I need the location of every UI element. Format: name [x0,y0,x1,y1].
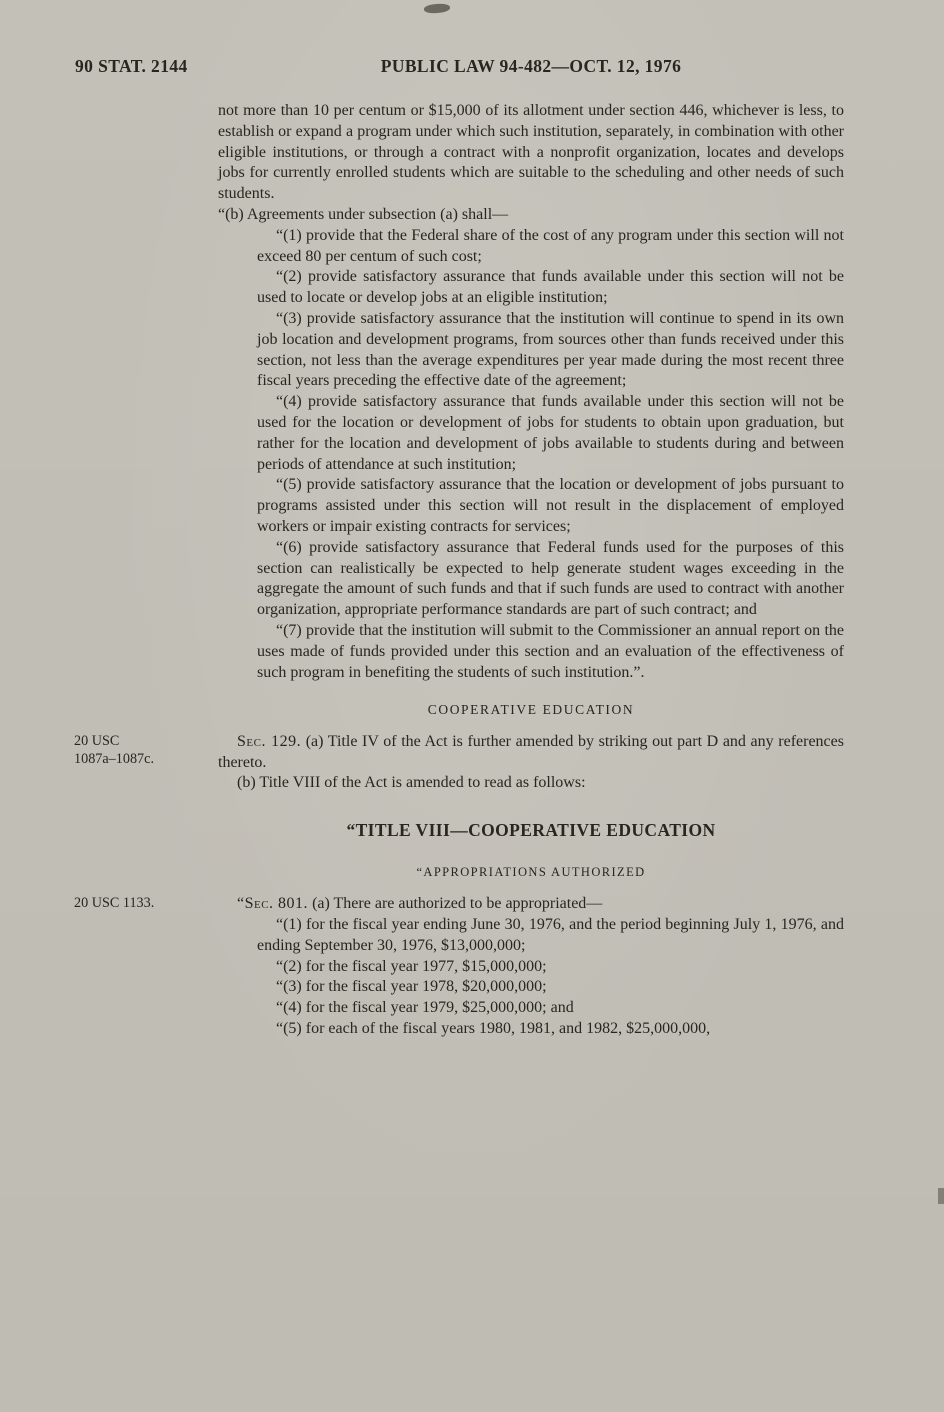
clause-7: “(7) provide that the institution will submit to the Commissioner an annual report on the uses made of funds provided under this section and an evaluation of the effectiveness of such program in benefiting the students of such institution.”. [257,621,844,681]
margin-note-1087-line2: 1087a–1087c. [74,750,154,767]
scan-artifact-right [938,1188,944,1204]
scan-artifact-top [424,3,451,14]
law-title: PUBLIC LAW 94-482—OCT. 12, 1976 [380,56,682,76]
intro-paragraph: not more than 10 per centum or $15,000 of its allotment under section 446, whichever is less, to establish or expand a program under which such institution, separately, in combination with other eligible institutions, or through a contract with a nonprofit organization, locates and develops jobs for currently enrolled students which are suitable to the scheduling and other needs of such students. [218,102,844,203]
sec-129-text: (a) Title IV of the Act is further amended by striking out part D and any references thereto. [218,732,844,771]
sec-801-label: “Sec. 801. [237,895,309,913]
margin-note-1087-line1: 20 USC [74,732,120,749]
margin-note-1133: 20 USC 1133. [74,895,155,912]
appropriation-clause-4: “(4) for the fiscal year 1979, $25,000,000; and [276,999,574,1017]
sec-129-paragraph [218,732,844,774]
appropriation-clause-2: “(2) for the fiscal year 1977, $15,000,000; [276,957,547,975]
sec-129-b-paragraph: (b) Title VIII of the Act is amended to read as follows: [237,774,586,792]
subsection-b-paragraph: “(b) Agreements under subsection (a) shall— [218,205,509,223]
clause-1: “(1) provide that the Federal share of the cost of any program under this section will not exceed 80 per centum of such cost; [257,226,844,265]
appropriation-clause-3: “(3) for the fiscal year 1978, $20,000,000; [276,978,547,996]
clause-4: “(4) provide satisfactory assurance that funds available under this section will not be used for the location or development of jobs for students to obtain upon graduation, but rather for the location and development of jobs available to students during and between periods of attendance at such institution; [257,393,844,473]
clause-5: “(5) provide satisfactory assurance that the location or development of jobs pursuant to programs assisted under this section will not result in the displacement of employed workers or impair existing contracts for services; [257,476,844,535]
appropriation-clause-5: “(5) for each of the fiscal years 1980, 1981, and 1982, $25,000,000, [276,1020,711,1038]
clause-3: “(3) provide satisfactory assurance that the institution will continue to spend in its own job location and development programs, from sources other than funds received under this section, not less than the average expenditures per year made during the most recent three fiscal years preceding the effective date of the agreement; [257,309,844,390]
stat-number: 90 STAT. 2144 [75,56,188,76]
cooperative-education-heading: COOPERATIVE EDUCATION [427,702,635,718]
sec-801-paragraph [218,894,844,915]
sec-801-text: (a) There are authorized to be appropriated— [308,895,603,913]
sec-129-block [74,732,844,774]
margin-note-1087 [74,733,210,769]
main-column [74,101,844,1040]
appropriations-heading: “APPROPRIATIONS AUTHORIZED [416,865,646,879]
sec-129-label: Sec. 129. [237,732,302,750]
clause-6: “(6) provide satisfactory assurance that Federal funds used for the purposes of this section can realistically be expected to help generate student wages exceeding in the aggregate the amount of such funds and that if such funds are used to contract with another organization, appropriate performance standards are part of such contract; and [257,538,844,619]
clause-2: “(2) provide satisfactory assurance that funds available under this section will not be used to locate or develop jobs at an eligible institution; [257,268,844,307]
sec-801-block [74,894,844,915]
title-viii-heading: “TITLE VIII—COOPERATIVE EDUCATION [346,820,716,841]
appropriation-clause-1: “(1) for the fiscal year ending June 30, 1976, and the period beginning July 1, 1976, and ending September 30, 1976, $13,000,000; [257,916,844,954]
